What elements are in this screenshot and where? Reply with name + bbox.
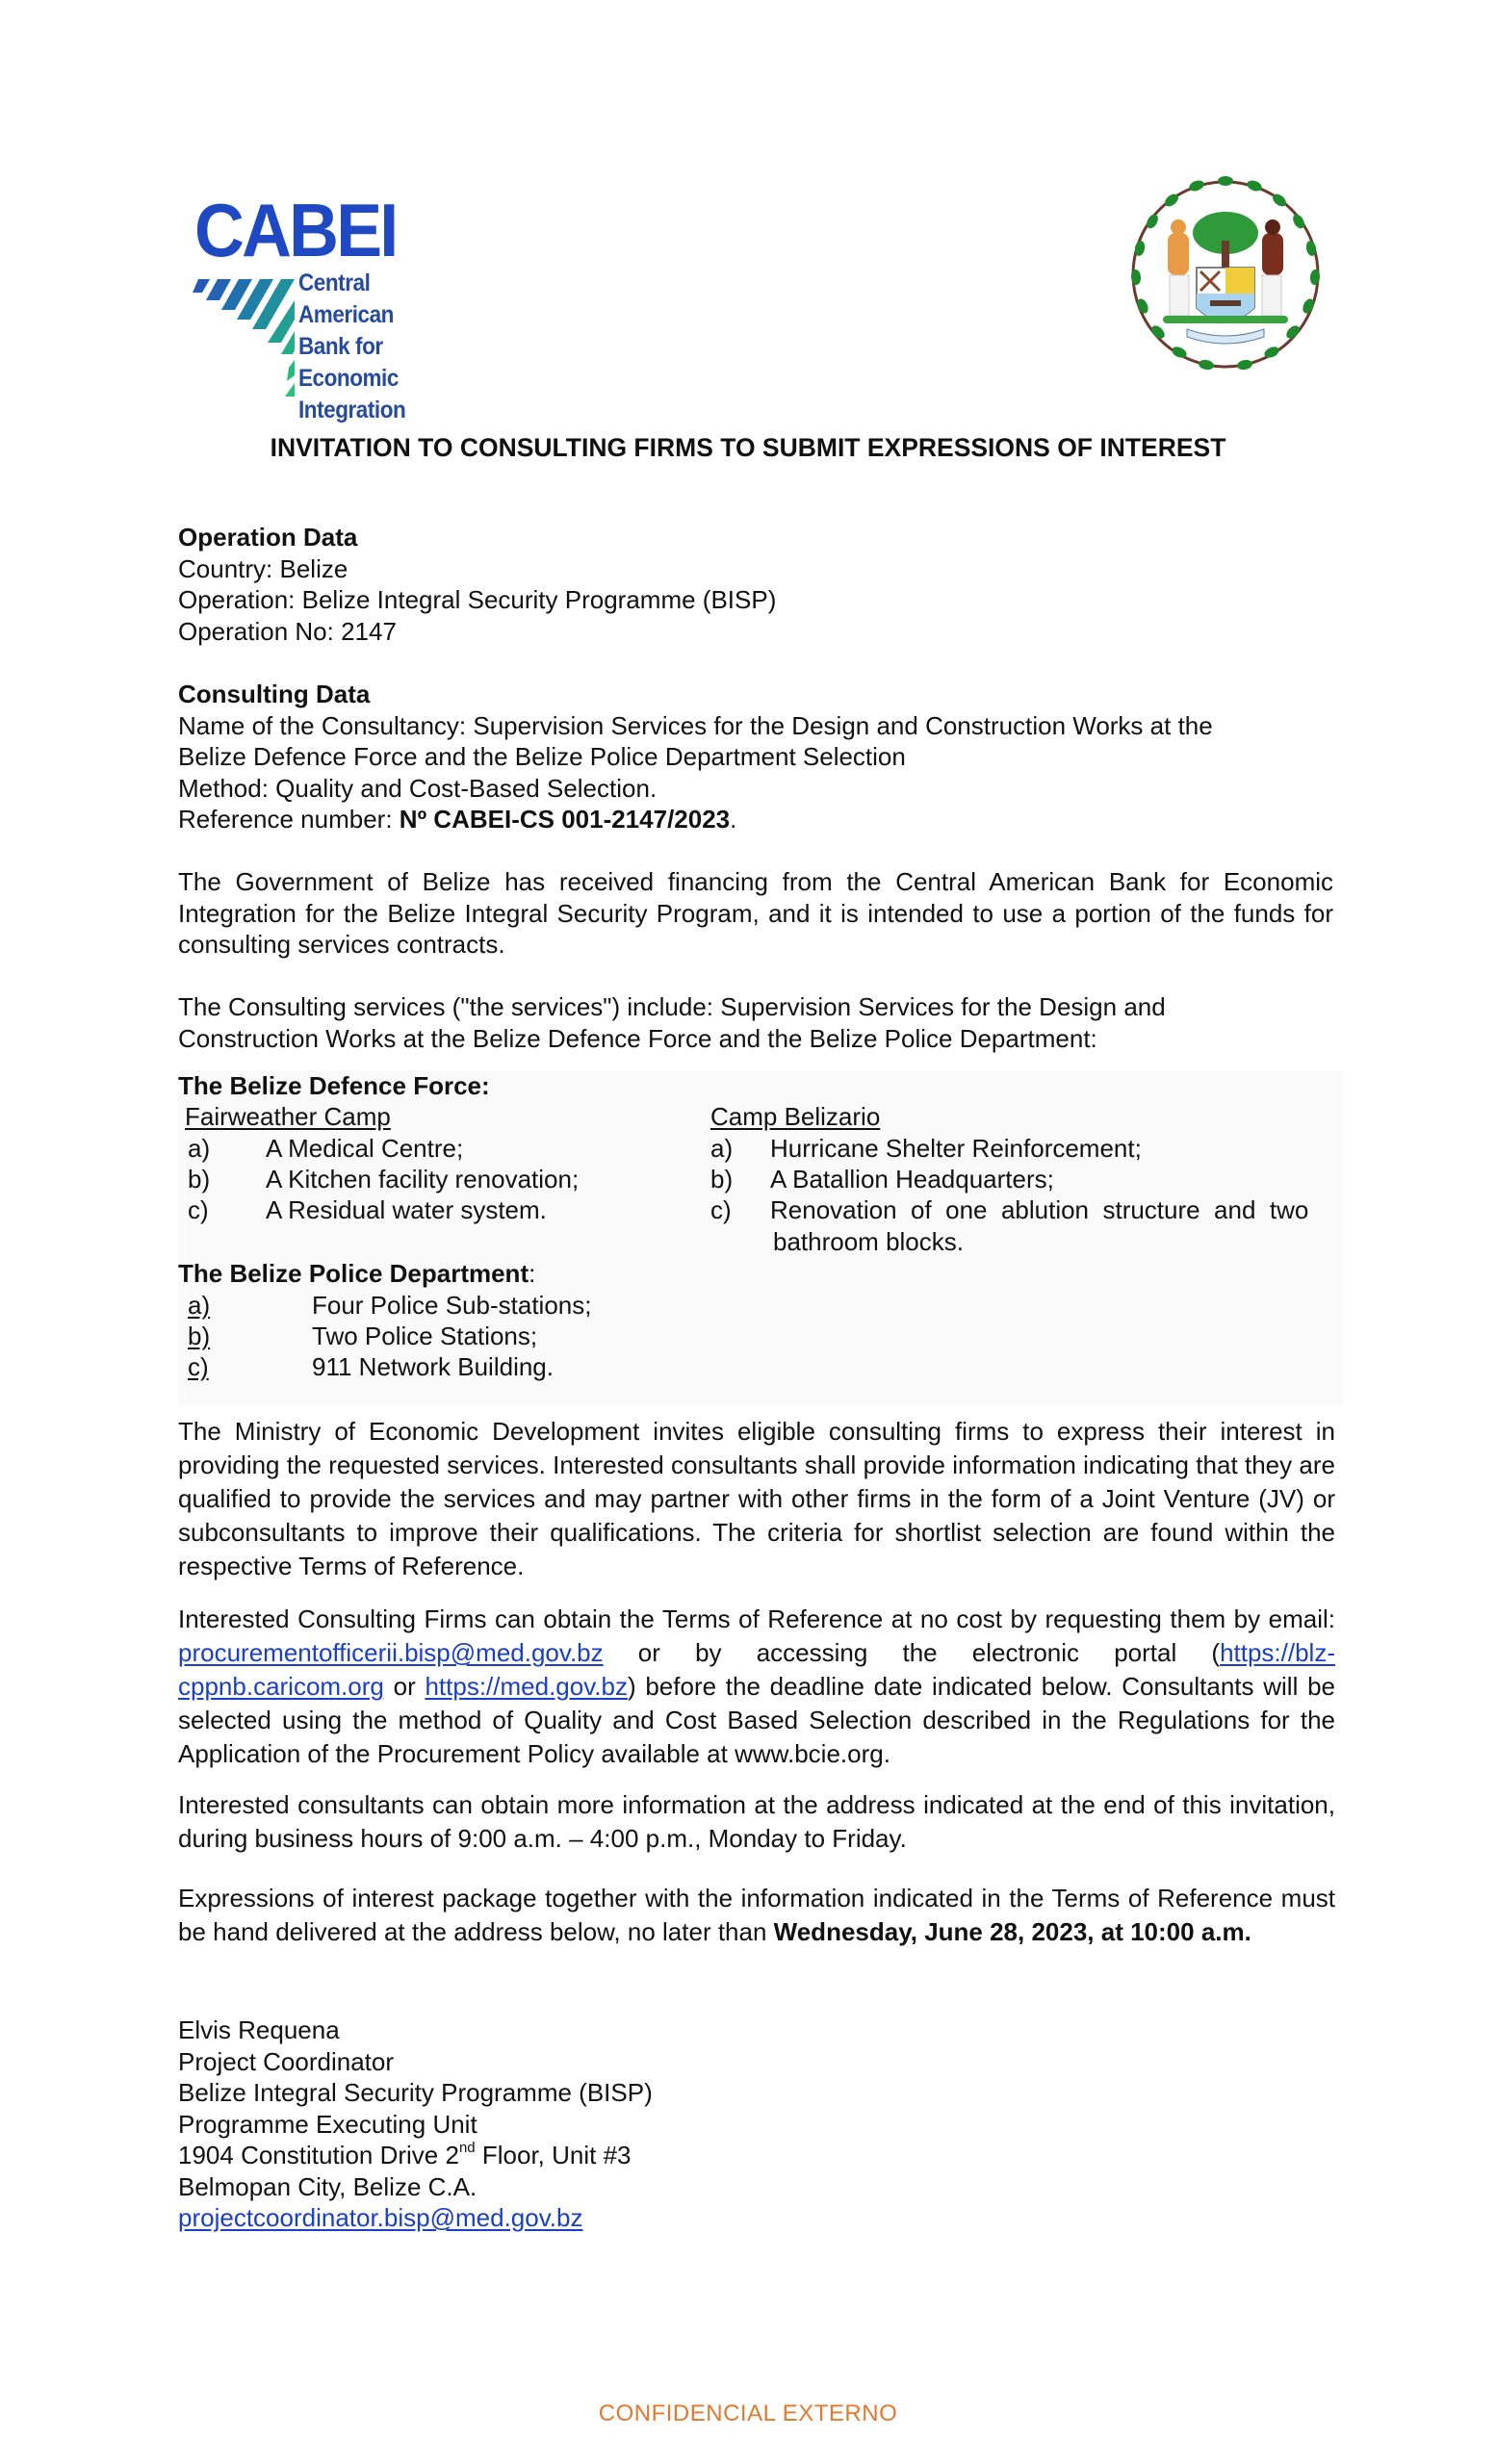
fairweather-marker-c: c) [188, 1195, 209, 1224]
belizario-item-c-line-1: Renovation of one ablution structure and two [770, 1195, 1309, 1224]
cabei-full-name [298, 268, 463, 426]
defence-force-heading: The Belize Defence Force: [178, 1071, 490, 1100]
terms-text-1: Interested Consulting Firms can obtain the Terms of Reference at no cost by requesting them by email: [178, 1604, 1335, 1633]
police-item-a: Four Police Sub-stations; [312, 1291, 592, 1320]
belizario-item-a: Hurricane Shelter Reinforcement; [770, 1134, 1142, 1163]
terms-text-2: or by accessing the electronic portal ( [603, 1638, 1221, 1667]
police-marker-c: c) [188, 1352, 209, 1381]
country-line: Country: Belize [178, 553, 348, 583]
belizario-marker-b: b) [710, 1165, 734, 1194]
services-intro-paragraph: The Consulting services ("the services") include: Supervision Services for the Design and Construction Works at the Belize Defence Force and the Belize Police Department: [178, 992, 1166, 1053]
fairweather-marker-a: a) [188, 1134, 211, 1163]
belizario-item-c-line-2: bathroom blocks. [773, 1227, 964, 1256]
confidentiality-label: CONFIDENCIAL EXTERNO [598, 2400, 898, 2426]
cabei-line-2: Bank for [298, 333, 383, 360]
reference-suffix: . [730, 805, 737, 834]
business-hours-paragraph: Interested consultants can obtain more information at the address indicated at the end of this invitation, during business hours of 9:00 a.m. – 4:00 p.m., Monday to Friday. [178, 1790, 1335, 1853]
signatory-name: Elvis Requena [178, 2015, 340, 2044]
deadline-date: Wednesday, June 28, 2023, at 10:00 a.m. [773, 1917, 1251, 1946]
signature-block [178, 2015, 1328, 2234]
address-ordinal: nd [458, 2140, 476, 2157]
operation-line: Operation: Belize Integral Security Programme (BISP) [178, 585, 777, 614]
consulting-data-heading: Consulting Data [178, 680, 371, 708]
police-heading-colon: : [529, 1259, 536, 1288]
police-marker-a: a) [188, 1291, 211, 1320]
procurement-email-link[interactable]: procurementofficerii.bisp@med.gov.bz [178, 1638, 604, 1667]
signatory-address [178, 2140, 1328, 2171]
police-marker-b: b) [188, 1322, 211, 1350]
fairweather-camp-title: Fairweather Camp [185, 1102, 391, 1131]
reference-number-line [178, 804, 1328, 835]
consultancy-name-line-2: Belize Defence Force and the Belize Police Department Selection [178, 742, 906, 771]
terms-text-4: ) before the deadline date indicated below. Consultants will be selected using the method of Quality and Cost Based Selection described in the Regulations for the Application of the Procurement Policy available at www.bcie.org. [178, 1672, 1335, 1768]
cabei-line-4: Integration [298, 397, 406, 424]
terms-text-3: or [383, 1672, 426, 1701]
page-title: INVITATION TO CONSULTING FIRMS TO SUBMIT EXPRESSIONS OF INTEREST [270, 433, 1226, 462]
consulting-data-section [178, 679, 1328, 835]
caricom-portal-link[interactable]: https://blz-cppnb.caricom.org [178, 1638, 1335, 1701]
operation-data-section [178, 522, 1328, 647]
terms-of-reference-paragraph [178, 1603, 1335, 1771]
fairweather-item-a: A Medical Centre; [266, 1134, 464, 1163]
signatory-unit: Programme Executing Unit [178, 2109, 477, 2139]
consultancy-name-line-1: Name of the Consultancy: Supervision Services for the Design and Construction Works at the [178, 710, 1213, 740]
operation-data-heading: Operation Data [178, 523, 358, 552]
cabei-logo [193, 188, 481, 424]
belize-coat-of-arms-icon [1120, 173, 1331, 375]
deadline-text: Expressions of interest package together with the information indicated in the Terms of Reference must be hand delivered at the address below, no later than [178, 1884, 1335, 1946]
fairweather-item-c: A Residual water system. [266, 1195, 547, 1224]
belizario-marker-a: a) [710, 1134, 734, 1163]
police-department-heading [178, 1258, 535, 1290]
police-item-c: 911 Network Building. [312, 1352, 554, 1381]
fairweather-marker-b: b) [188, 1165, 211, 1194]
financing-paragraph: The Government of Belize has received financing from the Central American Bank for Economic Integration for the Belize Integral Security Program, and it is intended to use a portion of the funds for consulting services contracts. [178, 867, 1333, 959]
ministry-paragraph: The Ministry of Economic Development invites eligible consulting firms to express their interest in providing the requested services. Interested consultants shall provide information indicating that they are qualified to provide the services and may partner with other firms in the form of a Joint Venture (JV) or subconsultants to improve their qualifications. The criteria for shortlist selection are found within the respective Terms of Reference. [178, 1417, 1335, 1580]
coordinator-email-link[interactable]: projectcoordinator.bisp@med.gov.bz [178, 2203, 583, 2232]
police-item-b: Two Police Stations; [312, 1322, 538, 1350]
signatory-role: Project Coordinator [178, 2046, 394, 2076]
cabei-line-1: Central American [298, 270, 394, 328]
signatory-city: Belmopan City, Belize C.A. [178, 2171, 477, 2201]
signatory-organization: Belize Integral Security Programme (BISP) [178, 2078, 653, 2107]
cabei-stripes-icon [193, 268, 298, 398]
fairweather-item-b: A Kitchen facility renovation; [266, 1165, 580, 1194]
method-line: Method: Quality and Cost-Based Selection. [178, 773, 658, 803]
reference-label: Reference number: [178, 805, 400, 834]
cabei-acronym: CABEI [194, 188, 397, 272]
camp-belizario-title: Camp Belizario [710, 1102, 881, 1131]
operation-number-line: Operation No: 2147 [178, 616, 397, 646]
deadline-paragraph [178, 1882, 1335, 1949]
belizario-item-b: A Batallion Headquarters; [770, 1165, 1054, 1194]
address-part-2: Floor, Unit #3 [475, 2141, 632, 2169]
belizario-marker-c: c) [710, 1195, 732, 1224]
reference-number: Nº CABEI-CS 001-2147/2023 [399, 805, 731, 834]
med-portal-link[interactable]: https://med.gov.bz [425, 1672, 628, 1701]
address-part-1: 1904 Constitution Drive 2 [178, 2141, 459, 2169]
cabei-line-3: Economic [298, 365, 399, 392]
police-heading-text: The Belize Police Department [178, 1259, 529, 1288]
